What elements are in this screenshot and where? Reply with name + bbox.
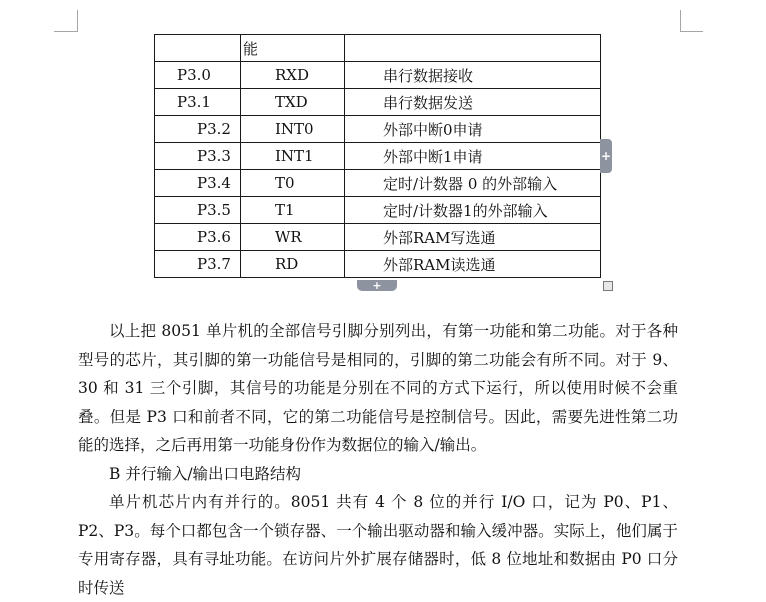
table-row <box>155 197 601 224</box>
pin-label: P3.5 <box>197 201 231 219</box>
table-cell[interactable] <box>241 116 345 143</box>
plus-icon: + <box>600 149 612 163</box>
signal-name: RXD <box>275 66 309 84</box>
crop-mark-top-left-vertical <box>77 10 78 32</box>
function-description: 串行数据接收 <box>383 66 474 85</box>
table-header-row <box>155 35 601 62</box>
table-cell[interactable] <box>345 62 601 89</box>
insert-column-handle[interactable] <box>357 280 397 291</box>
table-cell[interactable] <box>155 251 241 278</box>
pin-label: P3.4 <box>197 174 231 192</box>
table-cell[interactable] <box>241 143 345 170</box>
pin-label: P3.7 <box>197 255 231 273</box>
table-cell[interactable] <box>345 143 601 170</box>
table-cell[interactable] <box>241 35 345 62</box>
signal-name: INT0 <box>275 120 314 138</box>
table-cell[interactable] <box>155 197 241 224</box>
pin-label: P3.3 <box>197 147 231 165</box>
table-cell[interactable] <box>241 197 345 224</box>
pin-function-table[interactable] <box>154 34 601 278</box>
crop-mark-top-left-horizontal <box>54 31 77 32</box>
table-cell[interactable] <box>345 35 601 62</box>
table-cell[interactable] <box>345 197 601 224</box>
plus-icon: + <box>372 279 382 292</box>
table-cell[interactable] <box>345 89 601 116</box>
function-description: 外部中断1申请 <box>383 147 483 166</box>
table-cell[interactable] <box>241 251 345 278</box>
paragraph: 以上把 8051 单片机的全部信号引脚分别列出，有第一功能和第二功能。对于各种型号的芯片，其引脚的第一功能信号是相同的，引脚的第二功能会有所不同。对于 9、30 和 31 三个引脚，其信号的功能是分别在不同的方式下运行，所以使用时候不会重叠。但是 P3 口和前者不同，它的第二功能信号是控制信号。因此，需要先进性第二功能的选择，之后再用第一功能身份作为数据位的输入/输出。 <box>78 322 678 454</box>
table-row <box>155 116 601 143</box>
table-cell[interactable] <box>155 143 241 170</box>
signal-name: INT1 <box>275 147 314 165</box>
table-cell[interactable] <box>345 251 601 278</box>
signal-name: T0 <box>275 174 295 192</box>
function-description: 定时/计数器1的外部输入 <box>383 201 548 220</box>
table-cell[interactable] <box>155 62 241 89</box>
crop-mark-top-right-horizontal <box>680 31 703 32</box>
table-row <box>155 170 601 197</box>
table-cell[interactable] <box>155 116 241 143</box>
document-body[interactable] <box>78 317 678 602</box>
header-cell-text: 能 <box>243 39 259 58</box>
function-description: 定时/计数器 0 的外部输入 <box>383 174 558 193</box>
table-cell[interactable] <box>345 170 601 197</box>
signal-name: TXD <box>275 93 308 111</box>
signal-name: RD <box>275 255 299 273</box>
table-cell[interactable] <box>241 224 345 251</box>
table-cell[interactable] <box>155 35 241 62</box>
function-description: 串行数据发送 <box>383 93 474 112</box>
pin-label: P3.2 <box>197 120 231 138</box>
table-resize-handle[interactable] <box>603 281 613 291</box>
table-cell[interactable] <box>155 89 241 116</box>
signal-name: WR <box>275 228 302 246</box>
signal-name: T1 <box>275 201 295 219</box>
table-row <box>155 143 601 170</box>
table-cell[interactable] <box>345 224 601 251</box>
section-heading: B 并行输入/输出口电路结构 <box>109 464 302 483</box>
pin-label: P3.1 <box>177 93 211 111</box>
pin-label: P3.0 <box>177 66 211 84</box>
paragraph: 单片机芯片内有并行的。8051 共有 4 个 8 位的并行 I/O 口，记为 P0、P1、P2、P3。每个口都包含一个锁存器、一个输出驱动器和输入缓冲器。实际上，他们属于专用寄存器，具有寻址功能。在访问片外扩展存储器时，低 8 位地址和数据由 P0 口分时传送 <box>78 493 678 597</box>
insert-row-handle[interactable] <box>600 139 612 173</box>
table-cell[interactable] <box>241 62 345 89</box>
table-row <box>155 224 601 251</box>
function-description: 外部RAM写选通 <box>383 228 496 247</box>
table-row <box>155 89 601 116</box>
table-cell[interactable] <box>241 89 345 116</box>
function-description: 外部中断0申请 <box>383 120 483 139</box>
table-row <box>155 62 601 89</box>
function-description: 外部RAM读选通 <box>383 255 496 274</box>
table-cell[interactable] <box>241 170 345 197</box>
crop-mark-top-right-vertical <box>680 10 681 32</box>
table-cell[interactable] <box>155 170 241 197</box>
table-row <box>155 251 601 278</box>
table-cell[interactable] <box>345 116 601 143</box>
pin-label: P3.6 <box>197 228 231 246</box>
table-cell[interactable] <box>155 224 241 251</box>
